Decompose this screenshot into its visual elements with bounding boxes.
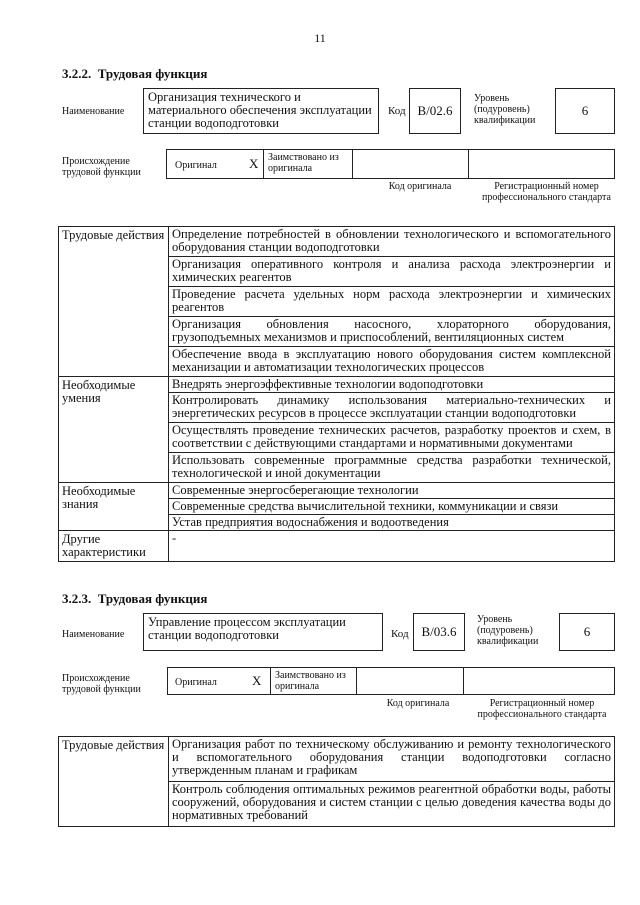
function-table-322 [58, 226, 615, 562]
table-row: Контролировать динамику использования материально-технических и энергетических ресурсов в процессе эксплуатации станции водоподготовки [169, 393, 615, 423]
level-box: 6 [559, 613, 615, 651]
origin-borrowed-cell [264, 150, 353, 178]
section-heading: Трудовая функция [97, 591, 208, 606]
cross-mark: X [252, 673, 262, 688]
table-row: Устав предприятия водоснабжения и водоотведения [169, 515, 615, 531]
page-number: 11 [314, 31, 326, 45]
original-label: Оригинал [175, 677, 217, 688]
function-name-box: Организация технического и материального обеспечения эксплуатации станции водоподготовки [143, 88, 379, 134]
category-cell: Трудовые действия [59, 227, 169, 377]
origin-original-cell [168, 668, 271, 694]
reg-number-cell [469, 150, 614, 178]
function-name-box: Управление процессом эксплуатации станции водоподготовки [143, 613, 383, 651]
code-original-caption: Код оригинала [388, 181, 452, 192]
level-label: Уровень (подуровень) квалификации [477, 614, 539, 647]
table-row: Определение потребностей в обновлении технологического и вспомогательного оборудования станции водоподготовки [169, 227, 615, 257]
section-title-322 [62, 66, 207, 82]
borrowed-label: Заимствовано из оригинала [275, 670, 346, 692]
table-row: Современные средства вычислительной техники, коммуникации и связи [169, 499, 615, 515]
table-row: Организация обновления насосного, хлораторного оборудования, грузоподъемных механизмов и приспособлений, вентиляционных систем [169, 317, 615, 347]
level-label: Уровень (подуровень) квалификации [474, 93, 536, 126]
function-code-box: В/02.6 [409, 88, 461, 134]
level-box: 6 [555, 88, 615, 134]
category-cell: Необходимые знания [59, 483, 169, 531]
section-title-323 [62, 591, 207, 607]
code-label: Код [388, 105, 406, 117]
table-row: Проведение расчета удельных норм расхода электроэнергии и химических реагентов [169, 287, 615, 317]
table-row: - [169, 531, 615, 562]
table-row: Организация работ по техническому обслуживанию и ремонту технологического и вспомогательного оборудования станции водоподготовки согласно утвержденным планам и графикам [169, 737, 615, 782]
category-cell: Другие характеристики [59, 531, 169, 562]
function-table-323 [58, 736, 615, 827]
origin-borrowed-cell [271, 668, 357, 694]
origin-original-cell [167, 150, 264, 178]
origin-label: Происхождение трудовой функции [62, 673, 141, 695]
table-row: Внедрять энергоэффективные технологии водоподготовки [169, 377, 615, 393]
cross-mark: X [249, 156, 259, 171]
code-original-cell [353, 150, 469, 178]
table-row: Организация оперативного контроля и анализа расхода электроэнергии и химических реагентов [169, 257, 615, 287]
reg-number-caption: Регистрационный номер профессионального стандарта [477, 698, 607, 720]
table-row: Осуществлять проведение технических расчетов, разработку проектов и схем, в соответствии с действующими стандартами и нормативными документами [169, 423, 615, 453]
original-label: Оригинал [175, 160, 217, 171]
reg-number-caption: Регистрационный номер профессионального стандарта [482, 181, 611, 203]
code-original-caption: Код оригинала [386, 698, 450, 709]
category-cell: Необходимые умения [59, 377, 169, 483]
table-row: Использовать современные программные средства разработки технической, технологической и иной документации [169, 453, 615, 483]
function-code-box: В/03.6 [413, 613, 465, 651]
code-label: Код [391, 628, 409, 640]
name-label: Наименование [62, 106, 125, 117]
name-label: Наименование [62, 629, 125, 640]
section-number: 3.2.2. [62, 66, 92, 81]
borrowed-label: Заимствовано из оригинала [268, 152, 339, 174]
table-row: Контроль соблюдения оптимальных режимов реагентной обработки воды, работы сооружений, оборудования и систем станции с целью доведения качества воды до нормативных требований [169, 782, 615, 827]
table-row: Обеспечение ввода в эксплуатацию нового оборудования систем комплексной механизации и автоматизации технологических процессов [169, 347, 615, 377]
section-number: 3.2.3. [62, 591, 92, 606]
code-original-cell [357, 668, 464, 694]
origin-row [166, 149, 615, 179]
origin-label: Происхождение трудовой функции [62, 156, 141, 178]
reg-number-cell [464, 668, 614, 694]
section-heading: Трудовая функция [97, 66, 208, 81]
category-cell: Трудовые действия [59, 737, 169, 827]
origin-row [167, 667, 615, 695]
table-row: Современные энергосберегающие технологии [169, 483, 615, 499]
